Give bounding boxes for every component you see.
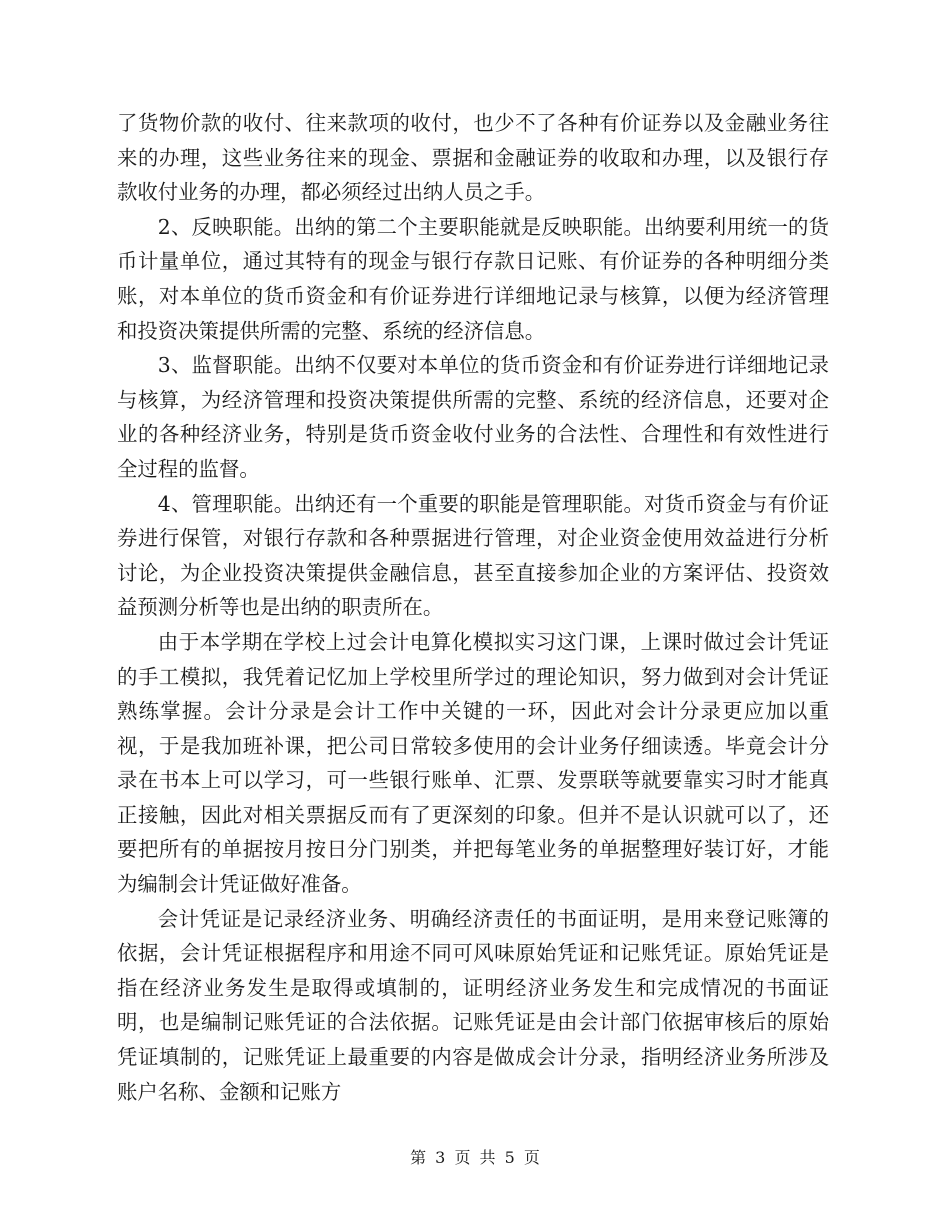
paragraph-4: 4、管理职能。出纳还有一个重要的职能是管理职能。对货币资金与有价证券进行保管，对银行存款和各种票据进行管理，对企业资金使用效益进行分析讨论，为企业投资决策提供金融信息，甚至直接参加企业的方案评估、投资效益预测分析等也是出纳的职责所在。 bbox=[117, 491, 829, 620]
paragraph-1: 了货物价款的收付、往来款项的收付，也少不了各种有价证券以及金融业务往来的办理，这些业务往来的现金、票据和金融证券的收取和办理，以及银行存款收付业务的办理，都必须经过出纳人员之手。 bbox=[117, 111, 829, 205]
paragraph-6: 会计凭证是记录经济业务、明确经济责任的书面证明，是用来登记账簿的依据，会计凭证根据程序和用途不同可风味原始凭证和记账凭证。原始凭证是指在经济业务发生是取得或填制的，证明经济业务发生和完成情况的书面证明，也是编制记账凭证的合法依据。记账凭证是由会计部门依据审核后的原始凭证填制的，记账凭证上最重要的内容是做成会计分录，指明经济业务所涉及账户名称、金额和记账方 bbox=[117, 906, 829, 1104]
page-footer: 第 3 页 共 5 页 bbox=[410, 1148, 540, 1167]
paragraph-5: 由于本学期在学校上过会计电算化模拟实习这门课，上课时做过会计凭证的手工模拟，我凭着记忆加上学校里所学过的理论知识，努力做到对会计凭证熟练掌握。会计分录是会计工作中关键的一环，因此对会计分录更应加以重视，于是我加班补课，把公司日常较多使用的会计业务仔细读透。毕竟会计分录在书本上可以学习，可一些银行账单、汇票、发票联等就要靠实习时才能真正接触，因此对相关票据反而有了更深刻的印象。但并不是认识就可以了，还要把所有的单据按月按日分门别类，并把每笔业务的单据整理好装订好，才能为编制会计凭证做好准备。 bbox=[117, 629, 829, 897]
paragraph-3: 3、监督职能。出纳不仅要对本单位的货币资金和有价证券进行详细地记录与核算，为经济管理和投资决策提供所需的完整、系统的经济信息，还要对企业的各种经济业务，特别是货币资金收付业务的合法性、合理性和有效性进行全过程的监督。 bbox=[117, 353, 829, 481]
document-body bbox=[117, 106, 829, 1109]
paragraph-2: 2、反映职能。出纳的第二个主要职能就是反映职能。出纳要利用统一的货币计量单位，通过其特有的现金与银行存款日记账、有价证券的各种明细分类账，对本单位的货币资金和有价证券进行详细地记录与核算，以便为经济管理和投资决策提供所需的完整、系统的经济信息。 bbox=[117, 214, 829, 343]
